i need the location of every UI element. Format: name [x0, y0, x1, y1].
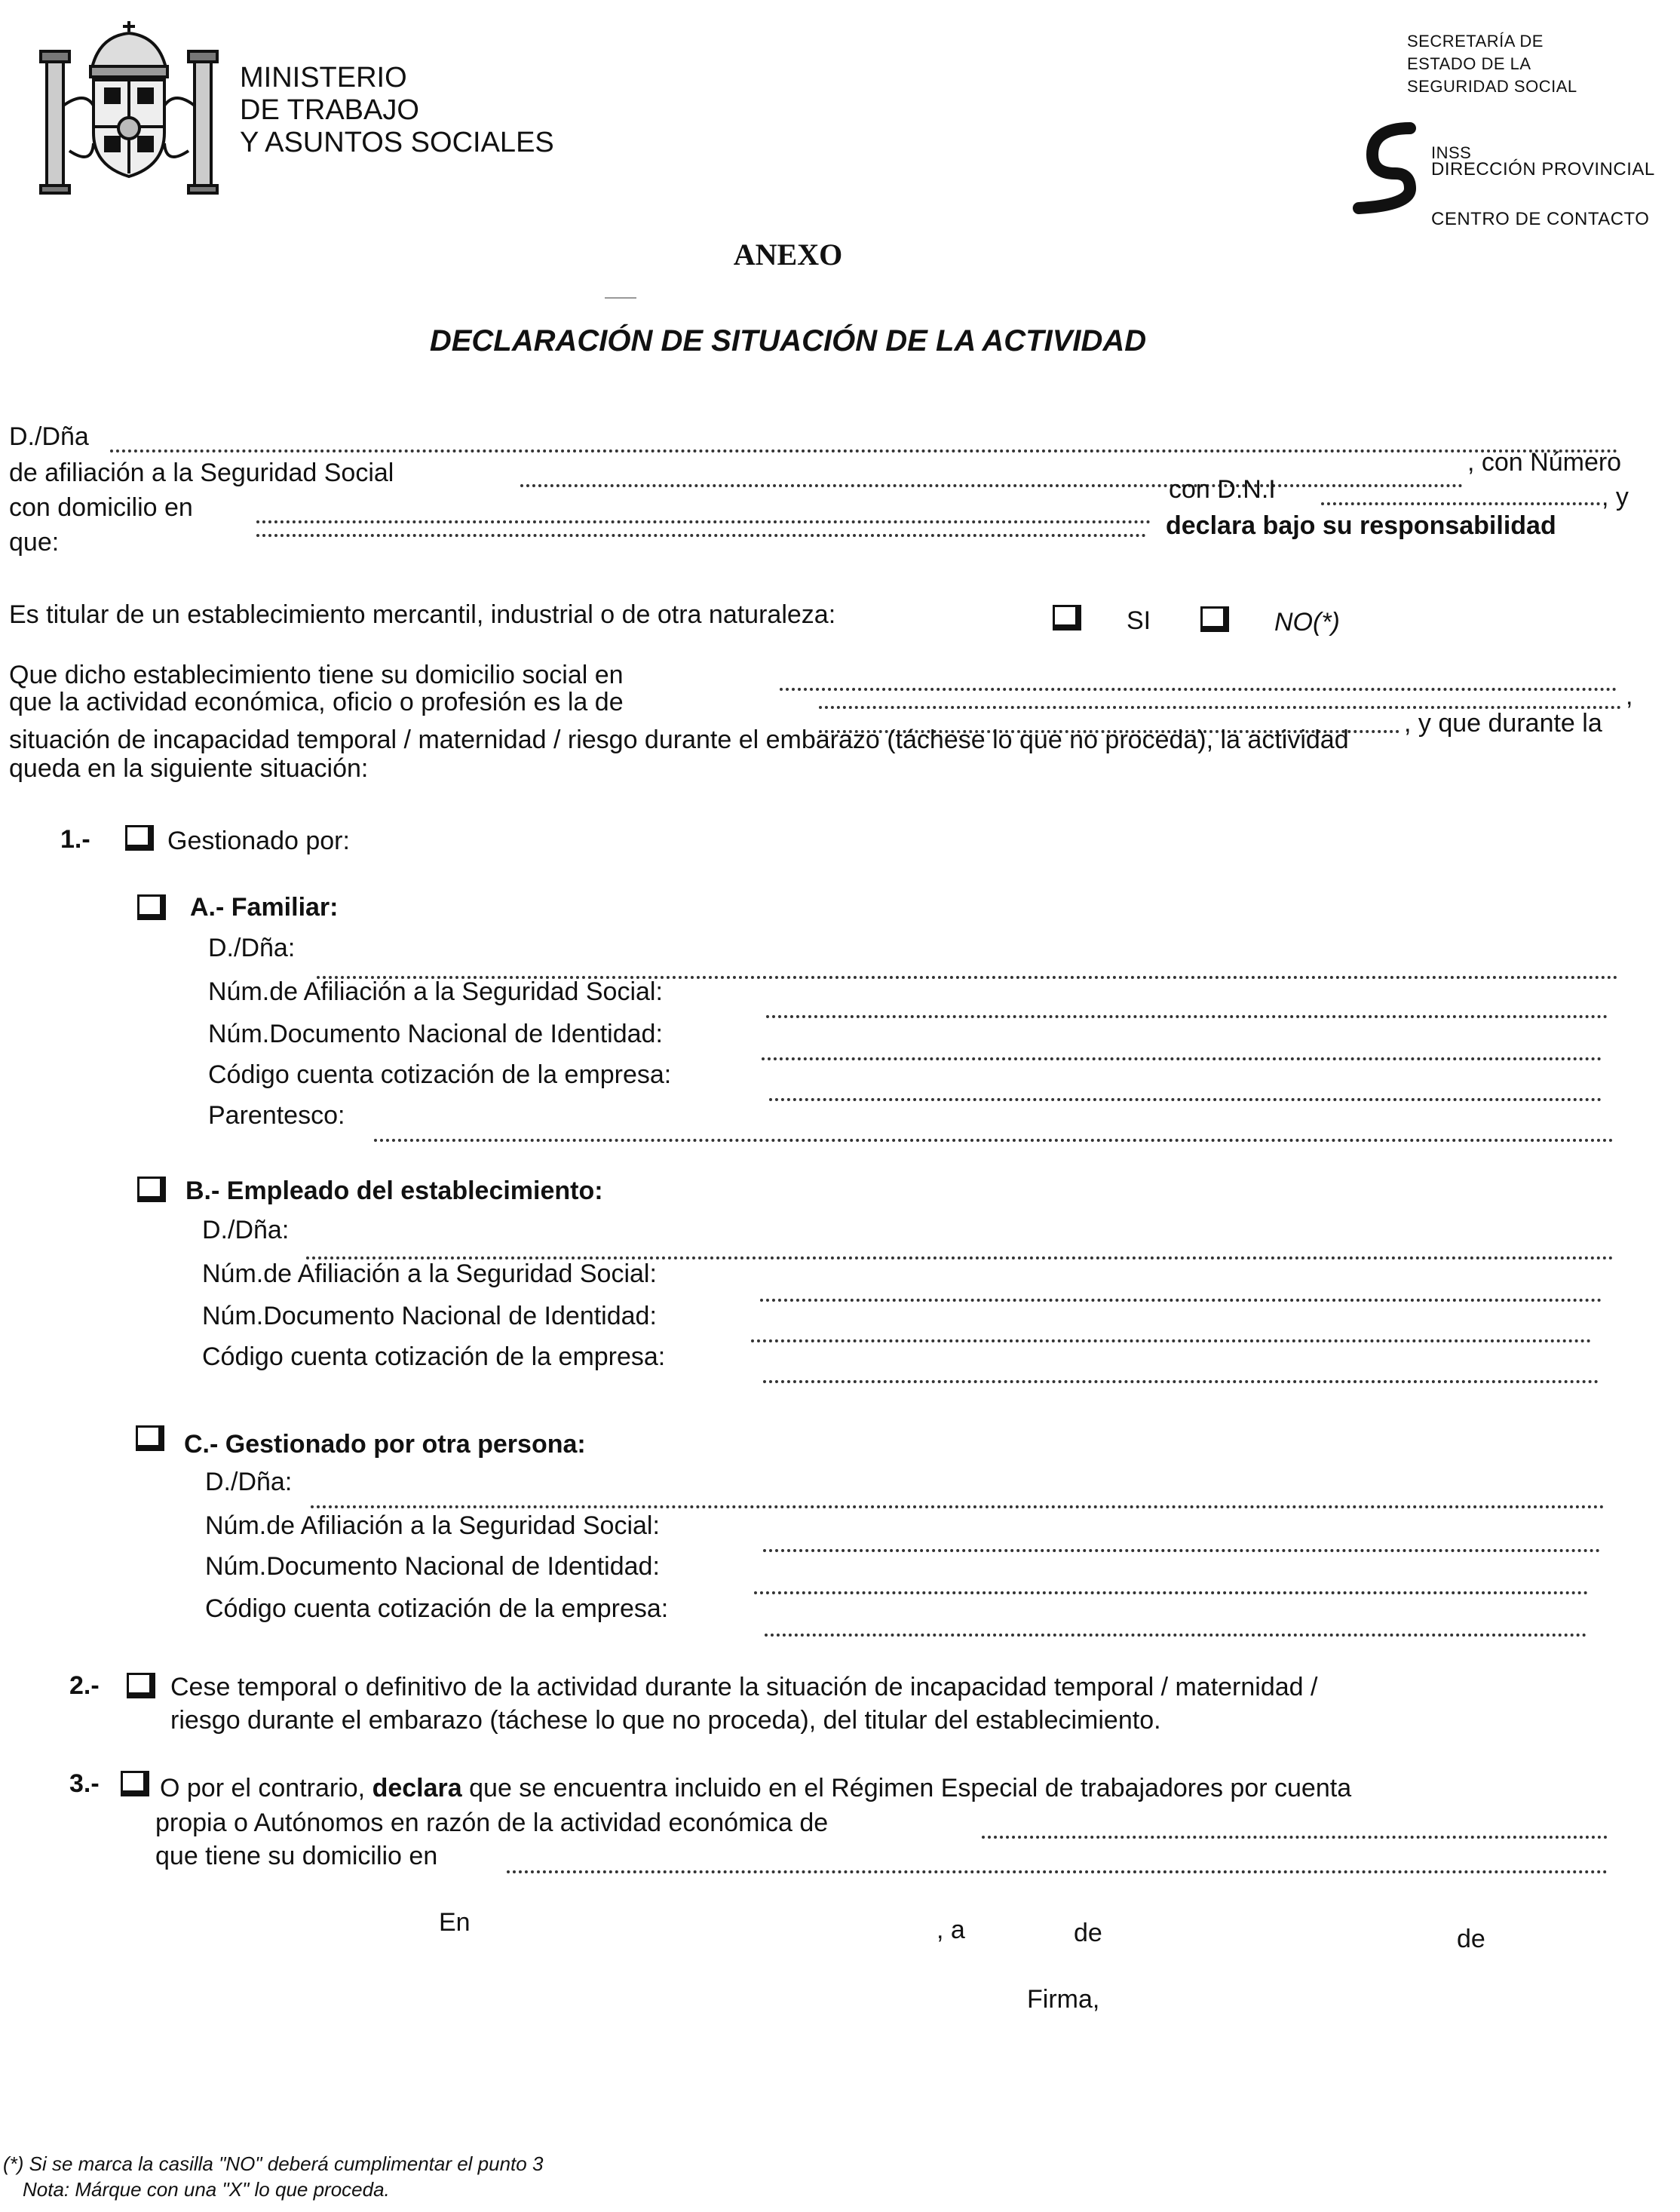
item3-line-1-post: que se encuentra incluido en el Régimen Especial de trabajadores por cuenta	[469, 1774, 1352, 1802]
coat-of-arms-icon	[32, 15, 226, 196]
establecimiento-y-durante: , y que durante la	[1404, 709, 1602, 738]
ministry-line-3: Y ASUNTOS SOCIALES	[240, 127, 554, 158]
titular-no-checkbox[interactable]	[1200, 606, 1229, 632]
title-divider	[605, 297, 636, 299]
intro-dna-label: D./Dña	[9, 422, 89, 451]
intro-con-numero: , con Número	[1467, 448, 1622, 477]
item3-line-1-pre: O por el contrario,	[160, 1774, 366, 1802]
titular-si-checkbox[interactable]	[1053, 605, 1081, 630]
titular-question: Es titular de un establecimiento mercantil, industrial o de otra naturaleza:	[9, 600, 836, 629]
signature-a: , a	[937, 1916, 965, 1944]
intro-domicilio-field[interactable]	[256, 520, 1151, 523]
inss-logo-icon	[1350, 121, 1419, 214]
intro-domicilio-label: con domicilio en	[9, 493, 193, 522]
intro-afiliacion-field[interactable]	[520, 484, 1463, 487]
item3-line-3: que tiene su domicilio en	[155, 1842, 438, 1870]
intro-afiliacion-label: de afiliación a la Seguridad Social	[9, 459, 394, 487]
secretaria-line-3: SEGURIDAD SOCIAL	[1407, 77, 1577, 96]
item1a-checkbox[interactable]	[137, 894, 166, 920]
establecimiento-domicilio-field[interactable]	[780, 688, 1617, 691]
intro-que-field[interactable]	[256, 534, 1146, 537]
item1c-checkbox[interactable]	[136, 1425, 164, 1451]
item1a-ccc-label: Código cuenta cotización de la empresa:	[208, 1060, 672, 1089]
item2-line-1: Cese temporal o definitivo de la actividad durante la situación de incapacidad temporal / maternidad /	[170, 1673, 1318, 1701]
direccion-provincial: DIRECCIÓN PROVINCIAL	[1431, 159, 1655, 179]
page-title: ANEXO	[733, 238, 843, 272]
item2-line-2: riesgo durante el embarazo (táchese lo que no proceda), del titular del establecimiento.	[170, 1706, 1161, 1735]
item1c-dna-label: D./Dña:	[205, 1468, 293, 1496]
item1c-dna-field[interactable]	[311, 1505, 1605, 1508]
titular-no-label: NO(*)	[1274, 608, 1340, 637]
item3-line-2: propia o Autónomos en razón de la actividad económica de	[155, 1809, 829, 1837]
item1a-afiliacion-label: Núm.de Afiliación a la Seguridad Social:	[208, 977, 663, 1006]
ministry-line-1: MINISTERIO	[240, 62, 407, 94]
establecimiento-actividad-label: que la actividad económica, oficio o profesión es la de	[9, 688, 624, 716]
intro-y: , y	[1602, 483, 1629, 511]
ministry-name	[240, 62, 554, 159]
item3-line-1-bold: declara	[372, 1774, 462, 1802]
item1b-checkbox[interactable]	[137, 1177, 166, 1202]
establecimiento-situacion: situación de incapacidad temporal / maternidad / riesgo durante el embarazo (táchese lo que no proceda), la actividad	[9, 726, 1349, 754]
establecimiento-domicilio-label: Que dicho establecimiento tiene su domicilio social en	[9, 661, 624, 689]
titular-si-label: SI	[1127, 606, 1151, 635]
signature-de-2: de	[1457, 1925, 1485, 1953]
secretaria-line-1: SECRETARÍA DE	[1407, 32, 1544, 51]
inss-label: INSS	[1431, 143, 1472, 162]
signature-de-1: de	[1074, 1919, 1102, 1947]
item3-line-1	[160, 1774, 1351, 1803]
item1-checkbox[interactable]	[125, 825, 154, 851]
centro-contacto: CENTRO DE CONTACTO	[1431, 209, 1650, 229]
item3-domicilio-field[interactable]	[507, 1870, 1608, 1873]
item1a-ccc-field[interactable]	[769, 1098, 1602, 1101]
establecimiento-queda: queda en la siguiente situación:	[9, 754, 369, 783]
secretaria-line-2: ESTADO DE LA	[1407, 54, 1531, 73]
intro-dni-label: con D.N.I	[1169, 475, 1276, 504]
item1-number: 1.-	[60, 825, 90, 854]
intro-dna-field[interactable]	[110, 449, 1618, 453]
secretaria-block	[1407, 30, 1577, 98]
item1a-afiliacion-field[interactable]	[766, 1015, 1608, 1018]
item1c-ccc-field[interactable]	[765, 1634, 1586, 1637]
item1a-parentesco-label: Parentesco:	[208, 1101, 345, 1130]
item1c-dni-field[interactable]	[754, 1591, 1588, 1594]
item1b-dna-label: D./Dña:	[202, 1216, 290, 1244]
item1b-ccc-label: Código cuenta cotización de la empresa:	[202, 1342, 666, 1371]
establecimiento-comma: ,	[1626, 682, 1633, 710]
item1b-title: B.- Empleado del establecimiento:	[185, 1177, 603, 1205]
item3-actividad-field[interactable]	[982, 1836, 1608, 1839]
item1c-afiliacion-label: Núm.de Afiliación a la Seguridad Social:	[205, 1511, 660, 1540]
item1a-dni-field[interactable]	[762, 1057, 1602, 1060]
footnote-1: (*) Si se marca la casilla "NO" deberá cumplimentar el punto 3	[3, 2152, 544, 2175]
item1a-parentesco-field[interactable]	[374, 1139, 1614, 1142]
intro-declara: declara bajo su responsabilidad	[1166, 511, 1556, 540]
item2-checkbox[interactable]	[127, 1673, 155, 1698]
item1c-ccc-label: Código cuenta cotización de la empresa:	[205, 1594, 669, 1623]
item1a-dni-label: Núm.Documento Nacional de Identidad:	[208, 1020, 663, 1048]
item3-checkbox[interactable]	[121, 1771, 149, 1796]
item1b-dni-field[interactable]	[751, 1339, 1591, 1342]
item1b-afiliacion-field[interactable]	[760, 1299, 1602, 1302]
signature-en: En	[439, 1908, 471, 1937]
item2-number: 2.-	[69, 1671, 100, 1700]
item1c-afiliacion-field[interactable]	[763, 1549, 1600, 1552]
item1b-ccc-field[interactable]	[763, 1380, 1599, 1383]
item1a-dna-label: D./Dña:	[208, 934, 296, 962]
page-subtitle: DECLARACIÓN DE SITUACIÓN DE LA ACTIVIDAD	[429, 324, 1147, 357]
intro-dni-field[interactable]	[1321, 502, 1600, 505]
inss-block	[1431, 145, 1655, 178]
ministry-line-2: DE TRABAJO	[240, 94, 419, 126]
signature-firma: Firma,	[1027, 1985, 1100, 2014]
item1b-afiliacion-label: Núm.de Afiliación a la Seguridad Social:	[202, 1259, 657, 1288]
intro-que: que:	[9, 528, 60, 557]
item3-number: 3.-	[69, 1769, 100, 1798]
item1a-title: A.- Familiar:	[190, 893, 339, 922]
footnote-2: Nota: Márque con una "X" lo que proceda.	[23, 2178, 390, 2201]
item1-label: Gestionado por:	[167, 827, 350, 855]
item1c-title: C.- Gestionado por otra persona:	[184, 1430, 586, 1459]
item1b-dni-label: Núm.Documento Nacional de Identidad:	[202, 1302, 657, 1330]
item1c-dni-label: Núm.Documento Nacional de Identidad:	[205, 1552, 660, 1581]
